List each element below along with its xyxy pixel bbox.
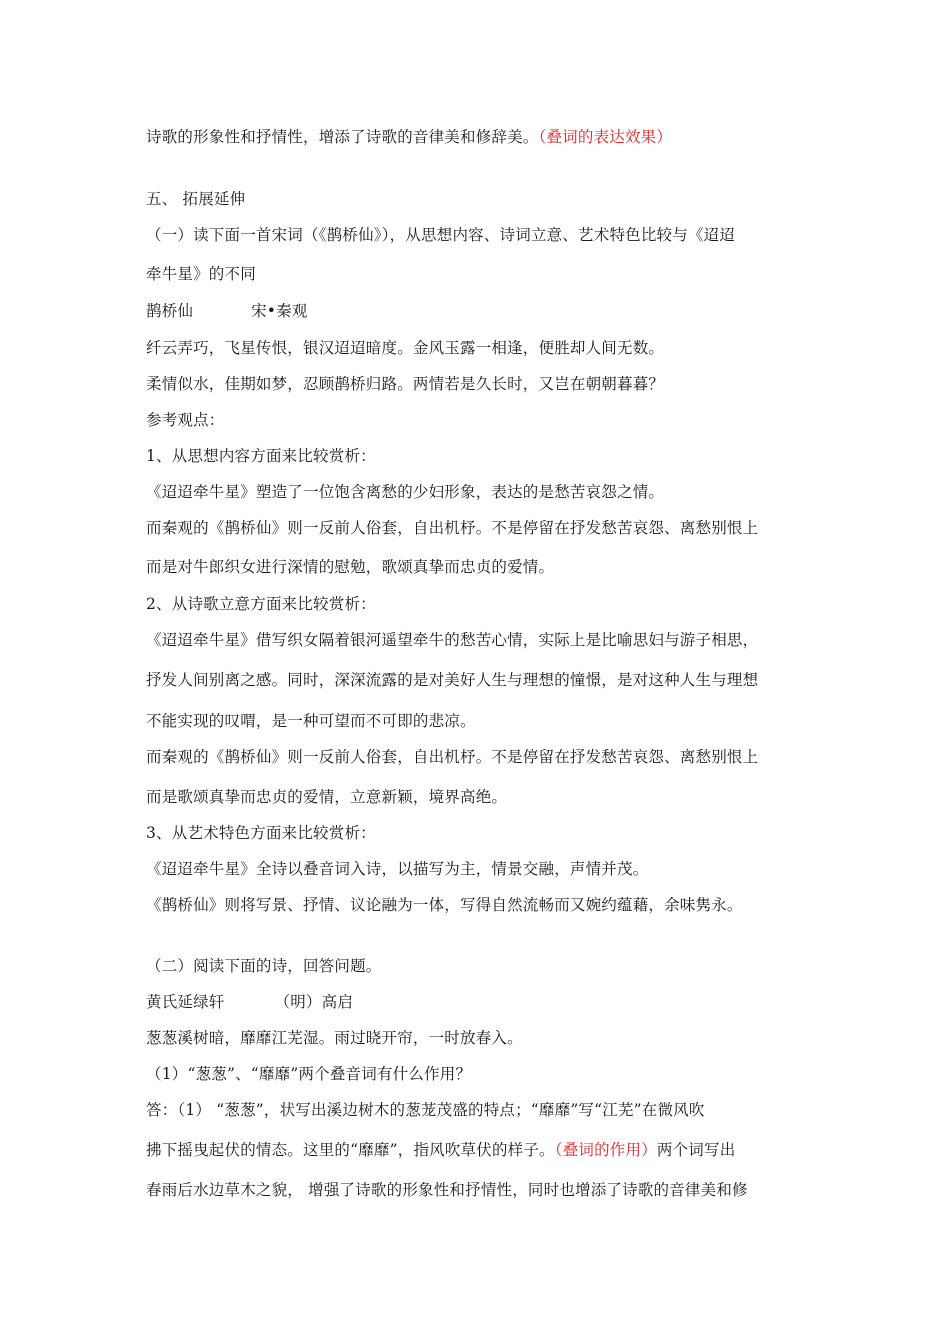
line-text: 而是对牛郎织女进行深情的慰勉，歌颂真挚而忠贞的爱情。 xyxy=(146,558,555,576)
line-text: 答：（1） “葱葱”，状写出溪边树木的葱茏茂盛的特点；“靡靡”写“江芜”在微风吹 xyxy=(146,1101,705,1119)
line-text: 《鹊桥仙》则将写景、抒情、议论融为一体，写得自然流畅而又婉约蕴藉，余味隽永。 xyxy=(146,896,743,914)
poem-title: 黄氏延绿轩 xyxy=(146,993,225,1011)
red-annotation: （叠词的表达效果） xyxy=(538,128,673,146)
text-line xyxy=(146,823,818,843)
answer-line xyxy=(146,1100,818,1120)
text-line xyxy=(146,711,818,731)
line-text: 抒发人间别离之感。同时，深深流露的是对美好人生与理想的憧憬，是对这种人生与理想 xyxy=(146,671,759,689)
line-text: 春雨后水边草木之貌， 增强了诗歌的形象性和抒情性，同时也增添了诗歌的音律美和修 xyxy=(146,1181,748,1199)
text-line xyxy=(146,787,818,807)
section-heading xyxy=(146,956,818,976)
text-line xyxy=(146,127,818,147)
line-text: 《迢迢牵牛星》塑造了一位饱含离愁的少妇形象，表达的是愁苦哀怨之情。 xyxy=(146,483,665,501)
line-text: （1）“葱葱”、“靡靡”两个叠音词有什么作用？ xyxy=(146,1065,472,1083)
answer-line xyxy=(146,1140,818,1160)
line-text: 牵牛星》的不同 xyxy=(146,265,256,283)
poem-title-line xyxy=(146,992,818,1012)
poem-line xyxy=(146,374,818,394)
poem-title-line xyxy=(146,301,818,321)
poem-line xyxy=(146,1028,818,1048)
poem-title: 鹊桥仙 xyxy=(146,302,194,320)
line-text: 拂下摇曳起伏的情态。这里的“靡靡”，指风吹草伏的样子。 xyxy=(146,1141,555,1159)
line-text: 而秦观的《鹊桥仙》则一反前人俗套，自出机杼。不是停留在抒发愁苦哀怨、离愁别恨上 xyxy=(146,748,759,766)
question-line xyxy=(146,1064,818,1084)
line-text: 诗歌的形象性和抒情性，增添了诗歌的音律美和修辞美。 xyxy=(146,128,539,146)
text-line xyxy=(146,895,818,915)
text-line xyxy=(146,557,818,577)
text-line xyxy=(146,264,818,284)
line-text: 《迢迢牵牛星》全诗以叠音词入诗，以描写为主，情景交融，声情并茂。 xyxy=(146,860,649,878)
line-text: 3、从艺术特色方面来比较赏析： xyxy=(146,824,376,842)
poem-author: （明）高启 xyxy=(274,993,354,1011)
line-text: 葱葱溪树暗，靡靡江芜湿。雨过晓开帘，一时放春入。 xyxy=(146,1029,523,1047)
text-line xyxy=(146,670,818,690)
line-text: （一）读下面一首宋词（《鹊桥仙》），从思想内容、诗词立意、艺术特色比较与《迢迢 xyxy=(146,226,736,244)
text-line xyxy=(146,594,818,614)
text-line xyxy=(146,747,818,767)
poem-author: 宋•秦观 xyxy=(251,302,308,320)
answer-line xyxy=(146,1180,818,1200)
line-text: 而秦观的《鹊桥仙》则一反前人俗套，自出机杼。不是停留在抒发愁苦哀怨、离愁别恨上 xyxy=(146,519,759,537)
text-line xyxy=(146,446,818,466)
line-text: 不能实现的叹喟，是一种可望而不可即的悲凉。 xyxy=(146,712,476,730)
text-line xyxy=(146,410,818,430)
text-line xyxy=(146,630,818,650)
line-text: 五、 拓展延伸 xyxy=(146,190,246,208)
poem-line xyxy=(146,338,818,358)
section-heading xyxy=(146,189,818,209)
text-line xyxy=(146,518,818,538)
line-text: 2、从诗歌立意方面来比较赏析： xyxy=(146,595,376,613)
line-text: 而是歌颂真挚而忠贞的爱情，立意新颖，境界高绝。 xyxy=(146,788,508,806)
text-line xyxy=(146,225,818,245)
line-text: 纤云弄巧，飞星传恨，银汉迢迢暗度。金风玉露一相逢，便胜却人间无数。 xyxy=(146,339,665,357)
line-text: 两个词写出 xyxy=(656,1141,736,1159)
line-text: 1、从思想内容方面来比较赏析： xyxy=(146,447,376,465)
red-annotation: （叠词的作用） xyxy=(554,1141,657,1159)
line-text: 《迢迢牵牛星》借写织女隔着银河遥望牵牛的愁苦心情，实际上是比喻思妇与游子相思， xyxy=(146,631,759,649)
text-line xyxy=(146,859,818,879)
line-text: 柔情似水，佳期如梦，忍顾鹊桥归路。两情若是久长时，又岂在朝朝暮暮？ xyxy=(146,375,665,393)
text-line xyxy=(146,482,818,502)
line-text: 参考观点： xyxy=(146,411,225,429)
line-text: （二）阅读下面的诗，回答问题。 xyxy=(146,957,382,975)
